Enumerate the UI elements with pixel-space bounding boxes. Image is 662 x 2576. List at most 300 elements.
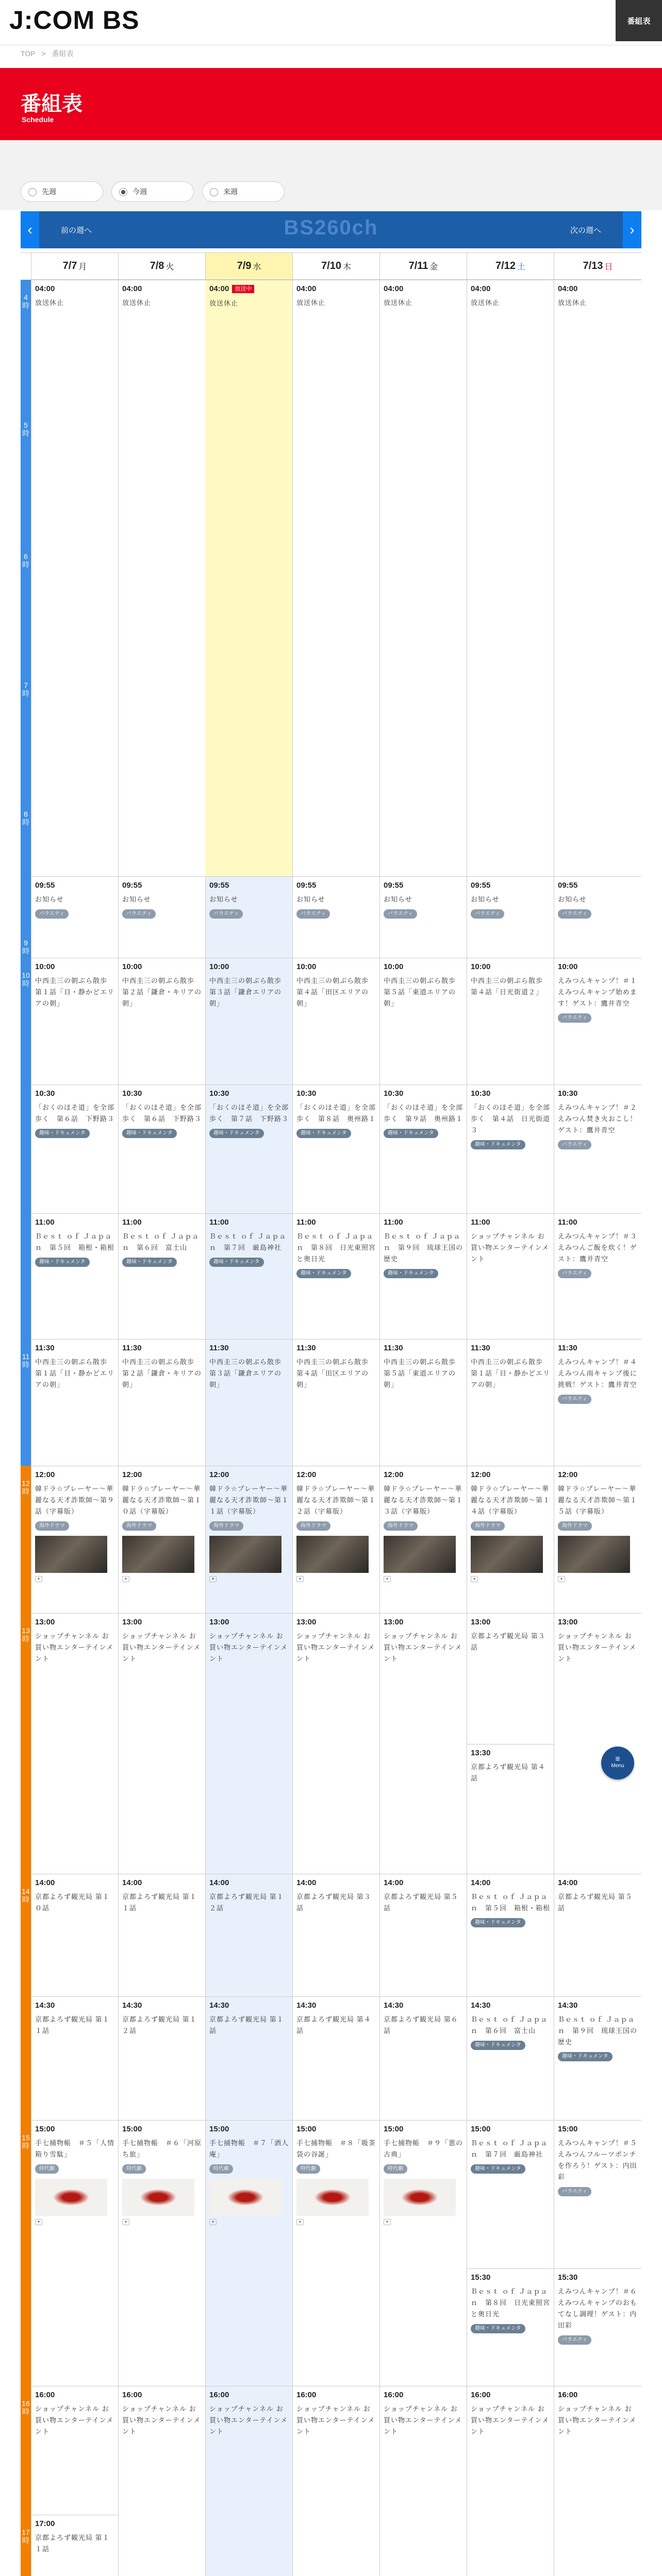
program-thumbnail[interactable] [296,2179,369,2216]
genre-tag: 趣味・ドキュメンタ [122,1258,177,1267]
program-cell[interactable] [205,1084,292,1213]
page-banner [0,68,662,140]
day-header[interactable] [292,253,379,280]
program-time: 10:00 [558,962,578,971]
program-time: 11:30 [35,1344,55,1352]
day-weekday: 水 [253,263,261,272]
program-cell[interactable] [467,1084,554,1213]
program-cell[interactable] [31,1613,118,1874]
genre-tag: 趣味・ドキュメンタ [471,2041,525,2050]
program-time: 15:00 [209,2125,229,2133]
program-time: 13:00 [296,1618,317,1626]
program-title: 中西圭三の朝ぶら散歩 第５話「東道エリアの朝」 [384,1358,464,1388]
program-time: 12:00 [558,1470,578,1479]
program-title: 手七捕物帳 ＃６「河原ち旅」 [122,2139,202,2158]
genre-tag: 趣味・ドキュメンタ [471,1140,525,1149]
program-thumbnail[interactable] [384,1536,456,1573]
program-cell[interactable] [205,1213,292,1339]
program-time: 14:30 [122,2001,142,2010]
program-cell[interactable] [554,2120,644,2268]
day-date: 7/7 [62,260,77,272]
genre-tag: バラエティ [384,909,417,919]
program-time: 16:00 [558,2391,578,2399]
program-cell[interactable] [554,2268,644,2386]
program-time: 11:30 [209,1344,229,1352]
program-time: 13:00 [209,1618,229,1626]
program-cell[interactable] [554,958,644,1084]
program-cell[interactable] [379,1874,467,1996]
day-weekday: 金 [429,263,438,272]
program-thumbnail[interactable] [558,1536,630,1573]
genre-tag: 趣味・ドキュメンタ [296,1129,351,1138]
hour-label: 16時 [22,2399,30,2416]
expand-chevron-icon[interactable]: ▾ [384,2219,391,2225]
program-title: Ｂｅｓｔ ｏｆ Ｊａｐａｎ 第８回 日光東照宮と奥日光 [471,2287,551,2318]
prev-week-arrow-icon[interactable]: ‹ [21,211,39,248]
program-cell[interactable] [31,2386,118,2515]
page-subtitle: Schedule [22,115,54,124]
program-time: 14:30 [209,2001,229,2010]
day-weekday: 土 [517,263,525,272]
program-time: 16:00 [296,2391,317,2399]
program-title: 京都よろず観光局 第１１話 [35,2015,110,2035]
program-cell[interactable] [118,1213,205,1339]
day-header[interactable] [205,253,292,280]
program-cell[interactable] [554,1466,641,1613]
hour-label: 15時 [22,2133,30,2150]
program-title: 「おくのほそ道」を全部歩く 第６話 下野路３ [122,1104,202,1123]
on-air-badge: 放送中 [232,285,254,293]
program-title: 韓ドラ☆プレーヤー～華麗なる天才詐欺師～第１３話（字幕版） [384,1485,464,1515]
program-title: ショップチャンネル お買い物エンターテインメント [296,1632,375,1663]
program-cell[interactable] [292,2120,379,2386]
program-title: ショップチャンネル お買い物エンターテインメント [558,1632,637,1663]
expand-chevron-icon[interactable]: ▾ [296,1576,304,1582]
program-cell[interactable] [31,280,118,876]
day-date: 7/9 [237,260,252,272]
program-title: えみつんキャンプ！＃６ えみつんキャンプのおもてなし調理！ゲスト：内田彩 [558,2287,644,2329]
program-cell[interactable] [118,1339,205,1466]
program-cell[interactable] [205,280,292,876]
hour-segment [21,1613,31,1874]
program-title: 京都よろず観光局 第１２話 [209,1893,284,1912]
week-radio-next[interactable]: 来週 [202,181,285,202]
genre-tag: バラエティ [558,909,591,919]
program-title: 京都よろず観光局 第１１話 [122,1893,197,1912]
program-cell[interactable] [379,958,467,1084]
program-cell[interactable] [31,2120,118,2386]
program-cell[interactable] [31,1084,118,1213]
program-cell[interactable] [292,2386,379,2576]
program-title: 「おくのほそ道」を全部歩く 第４話 日光街道３ [471,1104,551,1134]
program-cell[interactable] [467,2120,554,2268]
genre-tag: バラエティ [122,909,156,919]
program-cell[interactable] [31,1874,118,1996]
genre-tag: バラエティ [558,2187,591,2196]
genre-tag: 海外ドラマ [296,1521,330,1531]
next-week-arrow-icon[interactable]: › [623,211,641,248]
hour-segment [21,668,31,796]
program-cell[interactable] [554,2386,641,2576]
program-cell[interactable] [467,280,554,876]
hour-segment [21,925,31,958]
program-title: お知らせ [384,895,412,903]
week-radio-last[interactable]: 先週 [21,181,103,202]
program-title: 京都よろず観光局 第１０話 [35,1893,110,1912]
program-cell[interactable] [118,2120,205,2386]
program-time: 11:30 [122,1344,142,1352]
program-cell[interactable] [118,280,205,876]
program-cell[interactable] [205,876,292,958]
program-title: ショップチャンネル お買い物エンターテインメント [384,1632,462,1663]
program-thumbnail[interactable] [35,1536,107,1573]
page-title: 番組表 [21,93,82,115]
genre-tag: バラエティ [209,909,243,919]
program-title: えみつんキャンプ！＃５ えみつんフルーツポンチを作ろう！ゲスト：内田彩 [558,2139,644,2181]
program-title: ショップチャンネル お買い物エンターテインメント [35,1632,114,1663]
program-thumbnail[interactable] [209,1536,282,1573]
program-time: 16:00 [471,2391,491,2399]
program-cell[interactable] [467,1996,554,2120]
program-cell[interactable] [467,1466,554,1613]
program-title: ショップチャンネル お買い物エンターテインメント [35,2405,114,2435]
program-cell[interactable] [379,2386,467,2576]
program-cell[interactable] [31,1213,118,1339]
program-title: お知らせ [209,895,238,903]
program-time: 11:00 [558,1218,577,1227]
hour-label: 13時 [22,1626,30,1643]
program-cell[interactable] [467,1874,554,1996]
hour-label: 7時 [22,681,29,698]
program-cell[interactable] [118,2386,205,2576]
program-time: 14:00 [122,1878,142,1887]
day-weekday: 月 [78,263,87,272]
program-cell[interactable] [118,1996,205,2120]
expand-chevron-icon[interactable]: ▾ [209,2219,217,2225]
program-cell[interactable] [467,2268,554,2386]
expand-chevron-icon[interactable]: ▾ [558,1576,565,1582]
program-time: 10:30 [35,1089,55,1098]
expand-chevron-icon[interactable]: ▾ [122,1576,129,1582]
genre-tag: 趣味・ドキュメンタ [558,2052,613,2061]
expand-chevron-icon[interactable]: ▾ [384,1576,391,1582]
program-thumbnail[interactable] [122,1536,194,1573]
program-title: Ｂｅｓｔ ｏｆ Ｊａｐａｎ 第６回 富士山 [471,2015,548,2035]
site-logo[interactable]: J:COM BS [9,6,140,35]
genre-tag: バラエティ [558,1013,591,1023]
hour-segment [21,408,31,539]
program-time: 12:00 [384,1470,404,1479]
program-cell[interactable] [205,1339,292,1466]
hour-label: 5時 [22,421,29,437]
program-time: 09:55 [558,881,578,890]
program-cell[interactable] [379,2120,467,2386]
floating-menu-button[interactable] [601,1747,634,1780]
program-cell[interactable] [379,1613,467,1874]
day-header[interactable] [31,253,118,280]
program-title: 中西圭三の朝ぶら散歩 第１話「目・静かどエリアの朝」 [471,1358,551,1388]
day-header[interactable] [467,253,554,280]
genre-tag: 趣味・ドキュメンタ [296,1269,351,1278]
hour-segment [21,280,31,408]
program-time: 13:00 [384,1618,404,1626]
program-title: 韓ドラ☆プレーヤー～華麗なる天才詐欺師～第９話（字幕版） [35,1485,115,1515]
day-date: 7/11 [408,260,428,272]
program-cell[interactable] [205,2386,292,2576]
program-cell[interactable] [205,958,292,1084]
program-cell[interactable] [379,280,467,876]
program-time: 14:00 [296,1878,317,1887]
program-cell[interactable] [118,1613,205,1874]
program-thumbnail[interactable] [471,1536,543,1573]
program-cell[interactable] [467,2386,554,2576]
program-cell[interactable] [292,876,379,958]
floating-menu-label: Menu [611,1763,624,1769]
program-time: 12:00 [471,1470,491,1479]
program-cell[interactable] [205,1613,292,1874]
program-time-row [209,284,289,294]
program-title: えみつんキャンプ！＃１ えみつんキャンプ始めます！ゲスト：鷹井青空 [558,977,644,1007]
program-thumbnail[interactable] [209,2179,282,2216]
program-time: 10:00 [209,962,229,971]
day-date: 7/8 [150,260,164,272]
breadcrumb-top-link[interactable]: TOP [21,49,36,58]
genre-tag: バラエティ [296,909,330,919]
expand-chevron-icon[interactable]: ▾ [35,1576,42,1582]
expand-chevron-icon[interactable]: ▾ [122,2219,129,2225]
program-cell[interactable] [31,1466,118,1613]
program-cell[interactable] [205,2120,292,2386]
program-title: Ｂｅｓｔ ｏｆ Ｊａｐａｎ 第９回 琉球王国の歴史 [384,1232,464,1263]
program-time: 10:30 [296,1089,317,1098]
program-cell[interactable] [205,1466,292,1613]
program-time: 10:30 [558,1089,578,1098]
day-header[interactable] [379,253,467,280]
program-time: 10:00 [35,962,55,971]
day-weekday: 日 [604,263,613,272]
program-cell[interactable] [118,876,205,958]
program-thumbnail[interactable] [384,2179,456,2216]
program-title: ショップチャンネル お買い物エンターテインメント [296,2405,375,2435]
program-time: 10:00 [384,962,404,971]
program-time: 09:55 [35,881,55,890]
program-cell[interactable] [554,1613,641,1874]
program-cell[interactable] [467,1213,554,1339]
expand-chevron-icon[interactable]: ▾ [35,2219,42,2225]
expand-chevron-icon[interactable]: ▾ [209,1576,217,1582]
program-cell[interactable] [31,876,118,958]
day-date: 7/10 [321,260,341,272]
program-cell[interactable] [554,1084,644,1213]
next-week-link[interactable]: 次の週へ [570,226,601,235]
program-title: 中西圭三の朝ぶら散歩 第５話「東道エリアの朝」 [384,977,464,1007]
program-cell[interactable] [379,1339,467,1466]
genre-tag: 海外ドラマ [122,1521,156,1531]
program-time: 16:00 [35,2391,55,2399]
hour-label: 4時 [22,293,29,310]
program-cell[interactable] [467,1613,554,1744]
program-cell[interactable] [467,958,554,1084]
program-cell[interactable] [292,958,379,1084]
program-time: 12:00 [209,1470,229,1479]
program-time: 14:00 [558,1878,578,1887]
program-title: 韓ドラ☆プレーヤー～華麗なる天才詐欺師～第１１話（字幕版） [209,1485,289,1515]
program-title: 手七捕物帳 ＃７「酒人庵」 [209,2139,289,2158]
program-title: お知らせ [122,895,151,903]
hour-label: 6時 [22,552,29,569]
program-time: 14:30 [558,2001,578,2010]
program-cell[interactable] [31,1996,118,2120]
program-title: ショップチャンネル お買い物エンターテインメント [471,2405,550,2435]
program-cell[interactable] [554,280,641,876]
program-time: 15:30 [558,2273,578,2282]
program-cell[interactable] [292,1339,379,1466]
genre-tag: 時代劇 [122,2164,146,2174]
program-title: 放送休止 [296,299,326,307]
program-cell[interactable] [118,1084,205,1213]
program-time: 14:00 [209,1878,229,1887]
program-time: 13:00 [558,1618,578,1626]
program-title: Ｂｅｓｔ ｏｆ Ｊａｐａｎ 第７回 厳島神社 [209,1232,287,1251]
genre-tag: 時代劇 [35,2164,59,2174]
program-cell[interactable] [118,1874,205,1996]
program-cell[interactable] [292,1996,379,2120]
program-title: 中西圭三の朝ぶら散歩 第４話「日光街道２」 [471,977,551,996]
program-cell[interactable] [467,1339,554,1466]
program-time: 10:30 [471,1089,491,1098]
hour-label: 9時 [22,939,29,955]
site-header [0,0,662,45]
day-weekday: 火 [166,263,174,272]
hour-label: 8時 [22,810,29,826]
genre-tag: 趣味・ドキュメンタ [122,1129,177,1138]
genre-tag: 海外ドラマ [558,1521,592,1531]
program-cell[interactable] [118,1466,205,1613]
program-cell[interactable] [467,876,554,958]
genre-tag: 時代劇 [209,2164,233,2174]
program-cell[interactable] [554,1996,641,2120]
program-title: 放送休止 [35,299,64,307]
program-time: 10:00 [296,962,317,971]
program-cell[interactable] [554,876,641,958]
genre-tag: バラエティ [558,1140,591,1149]
program-title: 韓ドラ☆プレーヤー～華麗なる天才詐欺師～第１５話（字幕版） [558,1485,638,1515]
program-title: 中西圭三の朝ぶら散歩 第２話「鎌倉・キリアの朝」 [122,1358,202,1388]
program-title: お知らせ [471,895,500,903]
program-title: 京都よろず観光局 第１話 [209,2015,284,2035]
program-time: 16:00 [384,2391,404,2399]
program-title: ショップチャンネル お買い物エンターテインメント [471,1232,550,1263]
program-time: 16:00 [122,2391,142,2399]
hour-segment [21,2120,31,2386]
program-title: Ｂｅｓｔ ｏｆ Ｊａｐａｎ 第９回 琉球王国の歴史 [558,2015,638,2046]
program-cell[interactable] [31,958,118,1084]
program-cell[interactable] [292,1874,379,1996]
hour-segment [21,1339,31,1466]
program-cell[interactable] [205,1996,292,2120]
program-time: 13:00 [122,1618,142,1626]
program-cell[interactable] [554,1339,644,1466]
program-time: 09:55 [471,881,491,890]
program-thumbnail[interactable] [35,2179,107,2216]
program-title: 韓ドラ☆プレーヤー～華麗なる天才詐欺師～第１４話（字幕版） [471,1485,551,1515]
program-time: 14:00 [35,1878,55,1887]
program-cell[interactable] [31,1339,118,1466]
program-cell[interactable] [292,280,379,876]
program-cell[interactable] [554,1213,644,1339]
program-cell[interactable] [379,1084,467,1213]
program-cell[interactable] [379,1996,467,2120]
genre-tag: 趣味・ドキュメンタ [35,1129,90,1138]
program-cell[interactable] [205,1874,292,1996]
program-cell[interactable] [379,1466,467,1613]
program-title: ショップチャンネル お買い物エンターテインメント [384,2405,462,2435]
program-title: 「おくのほそ道」を全部歩く 第６話 下野路３ [35,1104,115,1123]
program-time: 14:30 [35,2001,55,2010]
day-header[interactable] [554,253,641,280]
program-time: 14:30 [296,2001,317,2010]
hour-segment [21,796,31,925]
program-cell[interactable] [554,1874,641,1996]
program-time: 04:00 [122,284,142,293]
program-title: 手七捕物帳 ＃８「吸茶袋の谷誕」 [296,2139,376,2158]
program-time: 17:00 [35,2519,55,2528]
menu-icon: ≡ [615,1755,620,1764]
program-title: 放送休止 [384,299,413,307]
genre-tag: 海外ドラマ [471,1521,505,1531]
program-time: 04:00 [296,284,317,293]
genre-tag: 時代劇 [296,2164,320,2174]
program-time: 16:00 [209,2391,229,2399]
program-time: 14:30 [471,2001,491,2010]
genre-tag: 時代劇 [384,2164,407,2174]
program-title: 中西圭三の朝ぶら散歩 第３話「鎌倉エリアの朝」 [209,977,289,1007]
day-header[interactable] [118,253,205,280]
program-cell[interactable] [118,958,205,1084]
program-guide-menu-button[interactable]: 番組表 [616,0,662,41]
expand-chevron-icon[interactable]: ▾ [296,2219,304,2225]
program-thumbnail[interactable] [122,2179,194,2216]
program-title: 中西圭三の朝ぶら散歩 第２話「鎌倉・キリアの朝」 [122,977,202,1007]
program-time: 15:00 [122,2125,142,2133]
program-cell[interactable] [292,1466,379,1613]
prev-week-link[interactable]: 前の週へ [61,226,92,235]
program-time: 12:00 [296,1470,317,1479]
program-cell[interactable] [379,876,467,958]
program-cell[interactable] [379,1213,467,1339]
program-time: 10:30 [384,1089,404,1098]
program-title: 「おくのほそ道」を全部歩く 第７話 下野路３ [209,1104,289,1123]
program-cell[interactable] [292,1213,379,1339]
breadcrumb-separator: > [41,49,46,58]
program-cell[interactable] [467,1744,554,1874]
program-time: 11:00 [209,1218,229,1227]
program-cell[interactable] [292,1613,379,1874]
genre-tag: 海外ドラマ [209,1521,243,1531]
week-radio-this[interactable]: 今週 [111,181,194,202]
program-thumbnail[interactable] [296,1536,369,1573]
program-title: Ｂｅｓｔ ｏｆ Ｊａｐａｎ 第６回 富士山 [122,1232,200,1251]
program-title: 京都よろず観光局 第６話 [384,2015,458,2035]
program-title: 放送休止 [471,299,500,307]
expand-chevron-icon[interactable]: ▾ [471,1576,478,1582]
program-title: えみつんキャンプ！＃３ えみつんご飯を炊く！ゲスト：鷹井青空 [558,1232,644,1263]
program-time: 11:30 [471,1344,490,1352]
program-cell[interactable] [292,1084,379,1213]
program-time: 09:55 [122,881,142,890]
program-title: 「おくのほそ道」を全部歩く 第８話 奥州路１ [296,1104,376,1123]
program-cell[interactable] [31,2515,118,2576]
